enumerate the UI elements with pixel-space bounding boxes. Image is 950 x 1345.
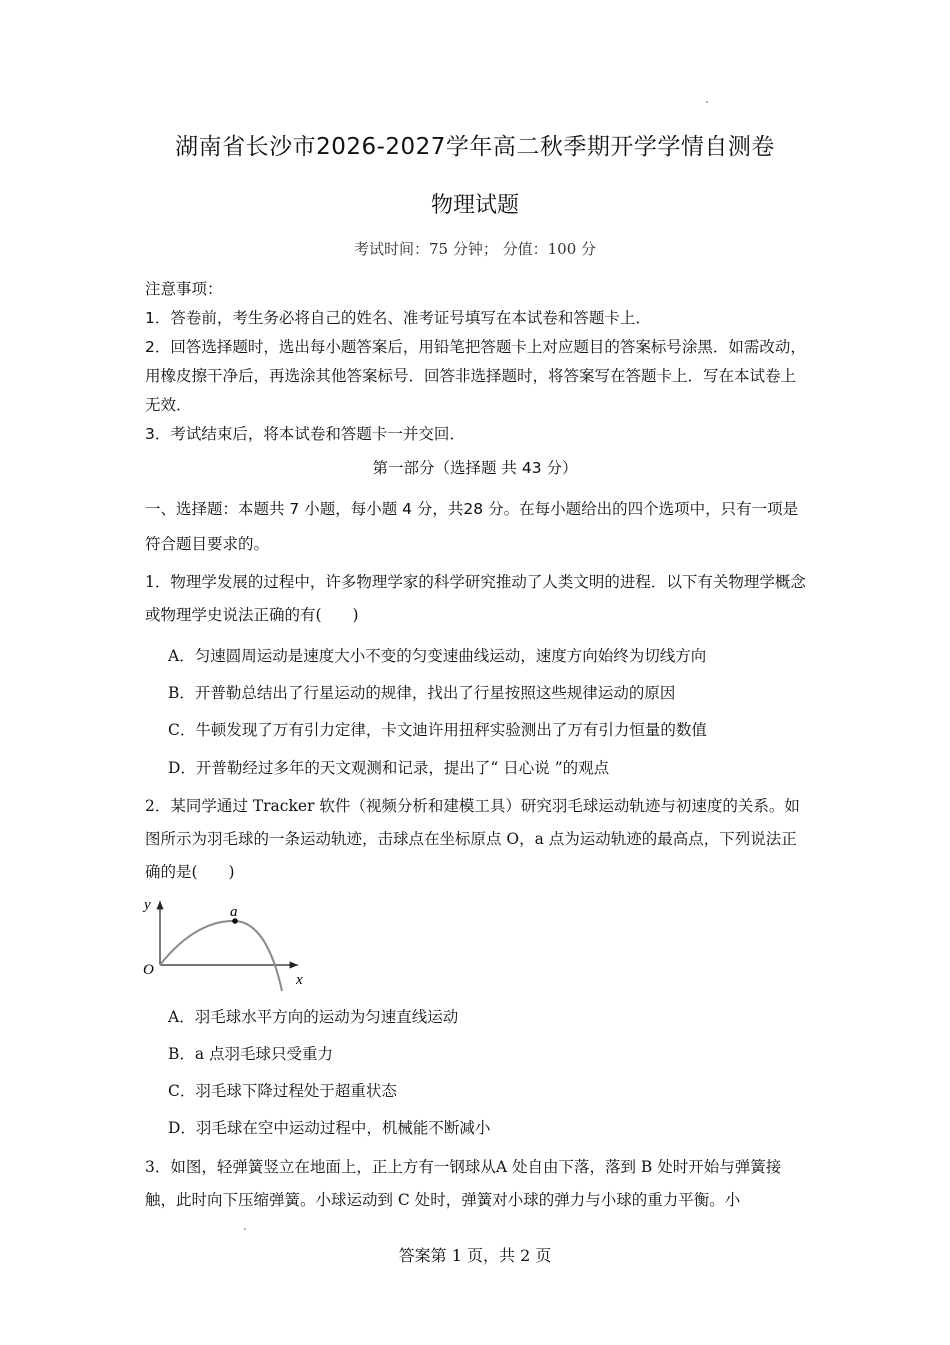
question-1-option-a: A．匀速圆周运动是速度大小不变的匀变速曲线运动，速度方向始终为切线方向 (168, 647, 707, 665)
question-1-option-b: B．开普勒总结出了行星运动的规律，找出了行星按照这些规律运动的原因 (168, 684, 676, 702)
question-2-option-c: C．羽毛球下降过程处于超重状态 (168, 1082, 397, 1100)
trajectory-figure (140, 895, 315, 995)
y-axis-label: y (144, 897, 151, 913)
note-item-3: 3．考试结束后，将本试卷和答题卡一并交回． (145, 425, 465, 443)
paper-subtitle: 物理试题 (430, 193, 519, 218)
scan-speck (244, 1228, 246, 1230)
section-heading: 第一部分（选择题 共 43 分） (372, 459, 578, 477)
question-1-option-d: D．开普勒经过多年的天文观测和记录，提出了“ 日心说 ”的观点 (168, 759, 610, 777)
question-1-option-c: C．牛顿发现了万有引力定律，卡文迪许用扭秤实验测出了万有引力恒量的数值 (168, 721, 707, 739)
question-2-option-d: D．羽毛球在空中运动过程中，机械能不断减小 (168, 1119, 491, 1137)
question-2-option-b: B．a 点羽毛球只受重力 (168, 1045, 334, 1063)
notes-heading: 注意事项： (145, 280, 223, 298)
note-item-1: 1．答卷前，考生务必将自己的姓名、准考证号填写在本试卷和答题卡上． (145, 309, 651, 327)
peak-label: a (230, 904, 238, 920)
scan-speck (706, 101, 708, 103)
question-3-stem: 3．如图，轻弹簧竖立在地面上，正上方有一钢球从A 处自由下落，落到 B 处时开始与弹簧接触，此时向下压缩弹簧。小球运动到 C 处时，弹簧对小球的弹力与小球的重力平衡。小 (145, 1158, 782, 1209)
x-axis-label: x (296, 972, 303, 988)
page-footer: 答案第 1 页，共 2 页 (398, 1246, 552, 1265)
exam-info: 考试时间：75 分钟； 分值：100 分 (353, 240, 597, 258)
question-2-stem: 2．某同学通过 Tracker 软件（视频分析和建模工具）研究羽毛球运动轨迹与初速度的关系。如图所示为羽毛球的一条运动轨迹，击球点在坐标原点 O，a 点为运动轨迹的最高点，下列说法正确的是( ) (145, 797, 800, 881)
note-item-2: 2．回答选择题时，选出每小题答案后，用铅笔把答题卡上对应题目的答案标号涂黑．如需改动，用橡皮擦干净后，再选涂其他答案标号．回答非选择题时，将答案写在答题卡上．写在本试卷上无效． (145, 338, 806, 414)
question-1-stem: 1．物理学发展的过程中，许多物理学家的科学研究推动了人类文明的进程．以下有关物理学概念或物理学史说法正确的有( ) (145, 573, 806, 624)
notes-block (145, 275, 810, 449)
question-2-option-a: A．羽毛球水平方向的运动为匀速直线运动 (168, 1008, 459, 1026)
section-instruction: 一、选择题：本题共 7 小题，每小题 4 分，共28 分。在每小题给出的四个选项中，只有一项是符合题目要求的。 (145, 500, 799, 553)
origin-label: O (143, 962, 154, 978)
trajectory-curve (160, 921, 282, 991)
paper-title: 湖南省长沙市2026-2027学年高二秋季期开学学情自测卷 (175, 134, 775, 160)
